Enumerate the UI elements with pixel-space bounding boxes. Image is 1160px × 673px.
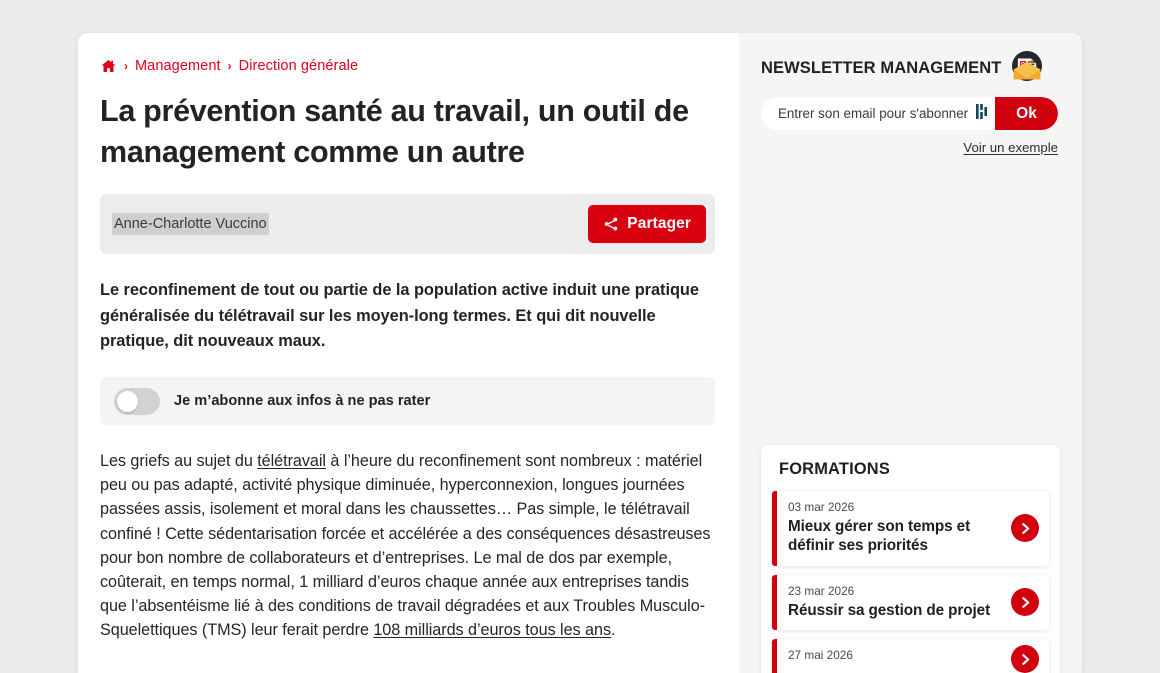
brand-mark-icon bbox=[976, 103, 989, 125]
sidebar-column bbox=[739, 33, 1082, 673]
formations-title: FORMATIONS bbox=[779, 460, 890, 478]
breadcrumb-separator-1: › bbox=[124, 59, 128, 73]
formation-card[interactable] bbox=[772, 491, 1049, 566]
chevron-right-icon[interactable] bbox=[1011, 514, 1039, 542]
author-share-bar bbox=[100, 194, 715, 254]
body-text-part-1: Les griefs au sujet du bbox=[100, 452, 258, 471]
body-link-teletravail[interactable]: télétravail bbox=[257, 452, 326, 471]
share-button[interactable] bbox=[588, 205, 706, 243]
body-link-108-milliards[interactable]: 108 milliards d’euros tous les ans bbox=[373, 621, 611, 640]
page-title: La prévention santé au travail, un outil de management comme un autre bbox=[100, 94, 689, 170]
formation-card[interactable] bbox=[772, 639, 1049, 673]
formation-date: 23 mar 2026 bbox=[788, 583, 855, 598]
article-column bbox=[78, 33, 739, 673]
chevron-right-icon[interactable] bbox=[1011, 645, 1039, 673]
breadcrumb-item-direction-generale[interactable]: Direction générale bbox=[238, 58, 359, 74]
subscribe-toggle[interactable] bbox=[114, 388, 160, 415]
formation-date: 03 mar 2026 bbox=[788, 500, 855, 514]
newsletter-form bbox=[761, 97, 1058, 130]
formation-card[interactable] bbox=[772, 575, 1049, 630]
formation-date: 27 mai 2026 bbox=[788, 648, 853, 663]
newsletter-title: NEWSLETTER MANAGEMENT bbox=[761, 58, 1002, 77]
newsletter-submit-button[interactable]: Ok bbox=[995, 97, 1058, 130]
formation-name: Mieux gérer son temps et définir ses priorités bbox=[788, 517, 971, 555]
page-card bbox=[78, 33, 1082, 673]
newsletter-header bbox=[761, 51, 1060, 85]
home-icon[interactable] bbox=[100, 58, 117, 74]
article-lead: Le reconfinement de tout ou partie de la population active induit une pratique généralisée du télétravail sur les moyen-long termes. Et qui dit nouvelle pratique, dit nouveaux maux. bbox=[100, 280, 699, 351]
body-text-part-2: à l’heure du reconfinement sont nombreux : matériel peu ou pas adapté, activité physique diminuée, hyperconnexion, longues journées passées assis, isolement et moral dans les chaussettes… Pas simple, le télétravail confiné ! Cette sédentarisation forcée et accélérée a des conséquences désastreuses pour bon nombre de collaborateurs et d’entreprises. Le mal de dos par exemple, coûterait, en temps normal, 1 milliard d’euros chaque année aux entreprises tandis que l’absentéisme lié à des conditions de travail dégradées et aux Troubles Musculo-Squelettiques (TMS) leur ferait perdre bbox=[100, 452, 711, 640]
article-body bbox=[100, 449, 715, 642]
newsletter-envelope-icon bbox=[1007, 46, 1047, 91]
newsletter-example-row bbox=[761, 140, 1058, 155]
chevron-right-icon[interactable] bbox=[1011, 588, 1039, 616]
formation-name: Réussir sa gestion de projet bbox=[788, 601, 991, 619]
share-icon bbox=[603, 216, 619, 232]
author-name: Anne-Charlotte Vuccino bbox=[112, 213, 269, 235]
breadcrumb-item-management[interactable]: Management bbox=[135, 58, 221, 74]
newsletter-email-input[interactable] bbox=[761, 97, 976, 130]
subscribe-label: Je m’abonne aux infos à ne pas rater bbox=[174, 393, 431, 410]
breadcrumb bbox=[100, 55, 715, 77]
subscribe-strip[interactable] bbox=[100, 377, 715, 425]
view-example-link[interactable]: Voir un exemple bbox=[963, 140, 1058, 155]
formations-panel bbox=[761, 445, 1060, 673]
breadcrumb-separator-2: › bbox=[227, 59, 232, 73]
share-button-label: Partager bbox=[627, 214, 691, 232]
body-text-part-3: . bbox=[611, 621, 616, 640]
